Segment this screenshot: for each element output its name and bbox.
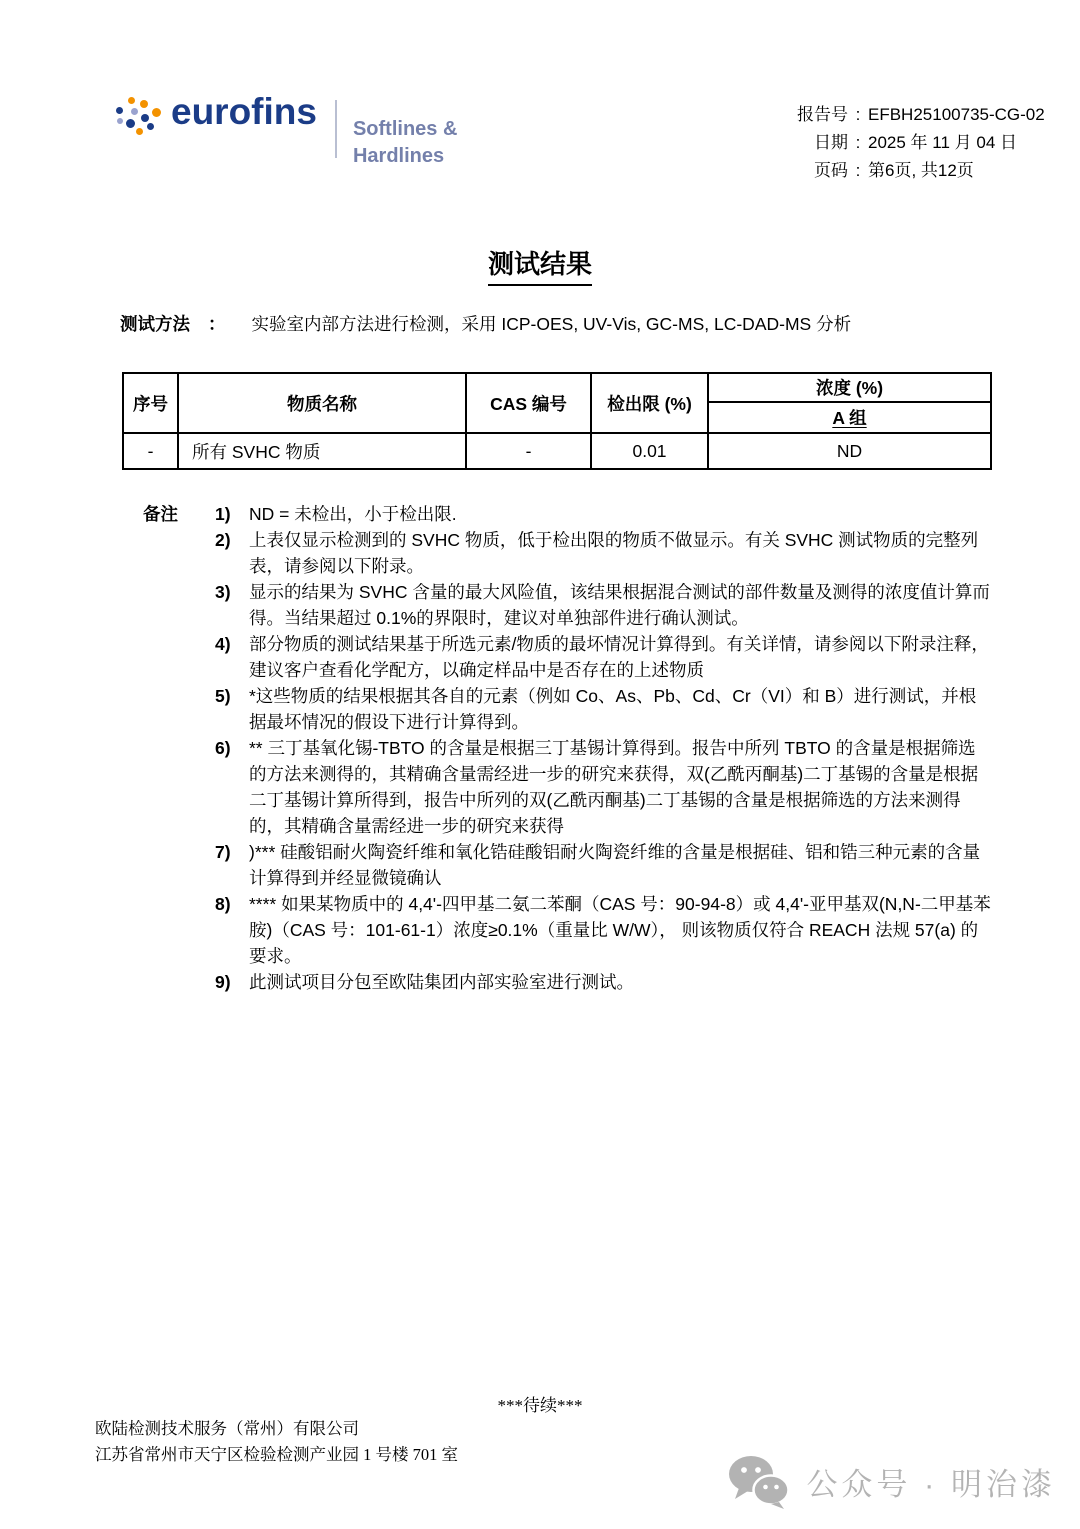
test-method-value: 实验室内部方法进行检测，采用 ICP-OES, UV-Vis, GC-MS, LC-DAD-MS 分析 <box>251 314 852 334</box>
cell-cas: - <box>466 433 591 469</box>
note-text: 此测试项目分包至欧陆集团内部实验室进行测试。 <box>249 972 634 992</box>
note-text: 上表仅显示检测到的 SVHC 物质，低于检出限的物质不做显示。有关 SVHC 测试物质的完整列表，请参阅以下附录。 <box>249 530 979 576</box>
note-number: 7) <box>215 842 231 862</box>
note-number: 9) <box>215 972 231 992</box>
note-number: 1) <box>215 504 231 524</box>
header-group-a-text: A 组 <box>832 408 867 428</box>
note-number: 3) <box>215 582 231 602</box>
cell-substance: 所有 SVHC 物质 <box>178 433 466 469</box>
report-number-label: 报告号 <box>797 105 848 124</box>
note-text: 显示的结果为 SVHC 含量的最大风险值，该结果根据混合测试的部件数量及测得的浓度值计算而得。当结果超过 0.1%的界限时，建议对单独部件进行确认测试。 <box>249 582 990 628</box>
report-date-label: 日期 <box>814 133 848 152</box>
note-item-8 <box>215 891 991 969</box>
report-number-separator: : <box>855 105 861 124</box>
notes-list <box>215 501 991 995</box>
header-no: 序号 <box>123 373 178 433</box>
header-limit: 检出限 (%) <box>591 373 708 433</box>
note-item-7 <box>215 839 991 891</box>
cell-limit: 0.01 <box>591 433 708 469</box>
note-item-2 <box>215 527 991 579</box>
header-group-a <box>708 402 991 433</box>
note-item-1 <box>215 501 991 527</box>
note-item-4 <box>215 631 991 683</box>
brand-name: eurofins <box>171 91 317 132</box>
note-text: ** 三丁基氧化锡-TBTO 的含量是根据三丁基锡计算得到。报告中所列 TBTO 的含量是根据筛选的方法来测得的，其精确含量需经进一步的研究来获得，双(乙酰丙酮基)二丁基锡的含量是根据二丁基锡计算所得到，报告中所列的双(乙酰丙酮基)二丁基锡的含量是根据筛选的方法来测得的，其精确含量需经进一步的研究来获得 <box>249 738 979 836</box>
company-address: 江苏省常州市天宁区检验检测产业园 1 号楼 701 室 <box>95 1445 458 1464</box>
results-table <box>122 372 992 470</box>
report-page-label: 页码 <box>814 161 848 180</box>
tagline-line1: Softlines & <box>352 118 458 140</box>
tagline-line2: Hardlines <box>352 145 445 167</box>
note-number: 2) <box>215 530 231 550</box>
note-item-9 <box>215 969 991 995</box>
title-wrap <box>0 244 1080 286</box>
page-title: 测试结果 <box>488 244 592 286</box>
eurofins-logo <box>114 92 457 170</box>
eurofins-dots-icon <box>114 96 162 140</box>
brand-tagline <box>353 92 457 170</box>
note-item-5 <box>215 683 991 735</box>
header-substance: 物质名称 <box>178 373 466 433</box>
report-date-separator: : <box>855 133 861 152</box>
report-number-value: EFBH25100735-CG-02 <box>868 105 1045 124</box>
note-text: ND = 未检出，小于检出限. <box>249 504 457 524</box>
report-info <box>778 101 1045 185</box>
report-page-row <box>778 157 1045 185</box>
notes-label: 备注 <box>143 504 178 524</box>
note-text: **** 如果某物质中的 4,4'-四甲基二氨二苯酮（CAS 号：90-94-8）或 4,4'-亚甲基双(N,N-二甲基苯胺)（CAS 号：101-61-1）浓度≥0.1%（重量比 W/W）， 则该物质仅符合 REACH 法规 57(a) 的要求。 <box>249 894 991 966</box>
note-text: 部分物质的测试结果基于所选元素/物质的最坏情况计算得到。有关详情，请参阅以下附录注释，建议客户查看化学配方，以确定样品中是否存在的上述物质 <box>249 634 989 680</box>
note-number: 4) <box>215 634 231 654</box>
cell-no: - <box>123 433 178 469</box>
wechat-icon <box>726 1453 792 1509</box>
logo-divider <box>335 100 337 158</box>
test-method-line <box>120 311 851 336</box>
header-concentration: 浓度 (%) <box>708 373 991 402</box>
to-be-continued: ***待续*** <box>497 1396 583 1415</box>
wechat-watermark <box>726 1453 1056 1509</box>
header-cas: CAS 编号 <box>466 373 591 433</box>
note-number: 5) <box>215 686 231 706</box>
note-text: )*** 硅酸铝耐火陶瓷纤维和氧化锆硅酸铝耐火陶瓷纤维的含量是根据硅、铝和锆三种元素的含量计算得到并经显微镜确认 <box>249 842 981 888</box>
notes-section <box>143 501 991 995</box>
note-text: *这些物质的结果根据其各自的元素（例如 Co、As、Pb、Cd、Cr（VI）和 B）进行测试，并根据最坏情况的假设下进行计算得到。 <box>249 686 977 732</box>
note-item-3 <box>215 579 991 631</box>
test-method-label: 测试方法 <box>120 314 190 334</box>
company-name: 欧陆检测技术服务（常州）有限公司 <box>95 1419 359 1438</box>
table-header-row-1 <box>123 373 991 402</box>
report-number-row <box>778 101 1045 129</box>
report-date-row <box>778 129 1045 157</box>
table-row <box>123 433 991 469</box>
report-page-separator: : <box>855 161 861 180</box>
cell-concentration: ND <box>708 433 991 469</box>
footer-company-block <box>95 1416 458 1468</box>
note-number: 6) <box>215 738 231 758</box>
report-date-value: 2025 年 11 月 04 日 <box>868 133 1017 152</box>
report-page-value: 第6页, 共12页 <box>868 161 974 180</box>
test-method-separator: ： <box>208 314 226 334</box>
note-item-6 <box>215 735 991 839</box>
watermark-text: 公众号 · 明治漆 <box>806 1466 1056 1502</box>
note-number: 8) <box>215 894 231 914</box>
